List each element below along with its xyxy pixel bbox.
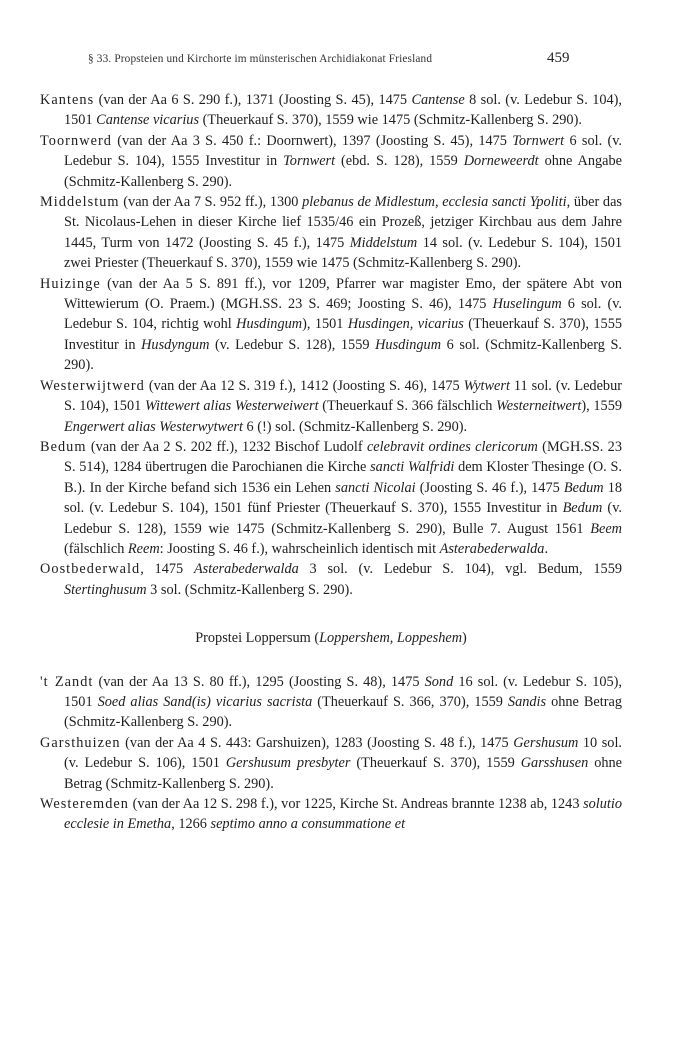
latin-citation: solutio ecclesie in Emetha: [64, 796, 622, 833]
entry-text: (fälschlich: [64, 540, 128, 557]
place-name: Westeremden: [40, 796, 129, 812]
entry-text: ohne Betrag (Schmitz-Kallenberg S. 290).: [64, 693, 622, 731]
entry-text: 10 sol. (v. Ledebur S. 106), 1501: [64, 734, 622, 772]
entry-text: (ebd. S. 128), 1559: [335, 153, 464, 170]
latin-citation: Stertinghusum: [64, 581, 147, 598]
latin-citation: Husdingum: [236, 316, 303, 333]
place-entry: [40, 376, 622, 437]
latin-citation: Huselingum: [492, 296, 562, 313]
entry-text: ), 1559: [581, 398, 622, 415]
section-heading-close: ): [462, 630, 467, 647]
page-number: 459: [547, 50, 570, 66]
place-name: Huizinge: [40, 275, 101, 292]
place-entry: [40, 90, 622, 131]
place-name: Bedum: [40, 438, 87, 455]
latin-citation: Gershusum: [513, 734, 579, 751]
entries-archidiakonat: [40, 90, 622, 600]
latin-citation: Soed alias Sand(is) vicarius sacrista: [97, 693, 313, 710]
latin-citation: Bedum: [562, 500, 603, 517]
section-heading-italic: Loppershem, Loppeshem: [319, 630, 463, 647]
entry-text: , 1475: [140, 561, 194, 578]
entry-text: (van der Aa 3 S. 450 f.: Doornwert), 1397 (Joosting S. 45), 1475: [111, 132, 513, 149]
latin-citation: Wytwert: [463, 377, 510, 394]
entry-text: (Theuerkauf S. 366 fälschlich: [318, 398, 497, 415]
running-head-title: § 33. Propsteien und Kirchorte im münsterischen Archidiakonat Friesland: [88, 53, 433, 65]
latin-citation: Husdingum: [375, 336, 442, 353]
latin-citation: Tornwert: [512, 132, 565, 149]
latin-citation: Husdyngum: [141, 336, 210, 353]
entry-text: dem Kloster Thesinge (O. S. B.). In der Kirche befand sich 1536 ein Lehen: [64, 459, 622, 496]
entry-text: (van der Aa 7 S. 952 ff.), 1300: [119, 194, 303, 211]
latin-citation: Cantense: [411, 92, 465, 108]
entry-text: (van der Aa 12 S. 319 f.), 1412 (Joosting S. 46), 1475: [144, 377, 464, 394]
section-heading-text: Propstei Loppersum (: [195, 630, 320, 647]
latin-citation: septimo anno a consummatione et: [210, 816, 406, 833]
entry-text: 6 sol. (v. Ledebur S. 104), 1555 Investitur in: [64, 132, 623, 170]
entry-text: , 1266: [171, 816, 211, 833]
entry-text: (Joosting S. 46 f.), 1475: [415, 479, 564, 496]
place-name: Garsthuizen: [40, 734, 121, 751]
place-entry: [40, 672, 622, 733]
entry-text: 8 sol. (v. Ledebur S. 104), 1501: [64, 92, 622, 129]
running-header: [0, 50, 700, 72]
entry-text: 14 sol. (v. Ledebur S. 104), 1501 zwei Priester (Theuerkauf S. 370), 1559 wie 1475 (Schmitz-Kallenberg S. 290).: [64, 234, 623, 272]
latin-citation: Westerneitwert: [496, 398, 582, 415]
entry-text: 6 (!) sol. (Schmitz-Kallenberg S. 290).: [242, 418, 468, 435]
latin-citation: Sandis: [507, 693, 547, 710]
entry-text: (van der Aa 4 S. 443: Garshuizen), 1283 (Joosting S. 48 f.), 1475: [120, 734, 514, 751]
latin-citation: celebravit ordines clericorum: [366, 438, 538, 455]
place-name: Westerwijtwerd: [40, 377, 145, 394]
section-heading: [40, 628, 622, 648]
entry-text: 6 sol. (Schmitz-Kallenberg S. 290).: [64, 336, 622, 374]
latin-citation: Garsshusen: [520, 755, 589, 772]
place-entry: [40, 733, 622, 794]
entry-text: (van der Aa 5 S. 891 ff.), vor 1209, Pfarrer war magister Emo, der spätere Abt von Wittewierum (O. Praem.) (MGH.SS. 23 S. 469; Joosting S. 46), 1475: [64, 275, 622, 313]
latin-citation: sancti Walfridi: [370, 459, 455, 476]
place-entry: [40, 274, 622, 376]
place-name: Oostbederwald: [40, 561, 141, 578]
latin-citation: Sond: [424, 673, 454, 690]
latin-citation: plebanus de Midlestum, ecclesia sancti Ypoliti: [302, 194, 567, 211]
place-name: Middelstum: [40, 194, 120, 211]
latin-citation: Engerwert alias Westerwytwert: [64, 418, 243, 435]
latin-citation: Asterabederwalda: [439, 540, 545, 557]
latin-citation: Beem: [590, 520, 622, 537]
entry-text: (v. Ledebur S. 128), 1559 wie 1475 (Schmitz-Kallenberg S. 290), Bulle 7. August 1561: [64, 500, 622, 537]
latin-citation: Gershusum presbyter: [225, 755, 351, 772]
entry-text: (MGH.SS. 23 S. 514), 1284 übertrugen die Parochianen die Kirche: [64, 438, 622, 476]
entry-text: (Theuerkauf S. 370), 1555 Investitur in: [64, 316, 623, 353]
place-entry: [40, 794, 622, 835]
latin-citation: Middelstum: [349, 234, 418, 251]
latin-citation: Wittewert alias Westerweiwert: [144, 398, 319, 415]
place-name: Kantens: [40, 92, 95, 108]
entry-text: ohne Betrag (Schmitz-Kallenberg S. 290).: [64, 755, 622, 792]
entry-text: (Theuerkauf S. 370), 1559 wie 1475 (Schmitz-Kallenberg S. 290).: [199, 112, 582, 129]
place-entry: [40, 437, 622, 559]
place-entry: [40, 192, 622, 274]
entry-text: (Theuerkauf S. 370), 1559: [350, 755, 521, 772]
latin-citation: Cantense vicarius: [96, 112, 200, 129]
entry-text: : Joosting S. 46 f.), wahrscheinlich identisch mit: [159, 540, 440, 557]
latin-citation: Husdingen, vicarius: [347, 316, 464, 333]
entry-text: ), 1501: [302, 316, 348, 333]
latin-citation: Bedum: [563, 479, 604, 496]
entry-text: 3 sol. (Schmitz-Kallenberg S. 290).: [146, 581, 353, 598]
entry-text: 16 sol. (v. Ledebur S. 105), 1501: [64, 673, 622, 710]
place-name: Toornwerd: [40, 132, 112, 149]
latin-citation: sancti Nicolai: [335, 479, 416, 496]
latin-citation: Reem: [127, 540, 160, 557]
latin-citation: Dorneweerdt: [463, 153, 539, 170]
place-entry: [40, 559, 622, 600]
entry-text: 11 sol. (v. Ledebur S. 104), 1501: [64, 377, 622, 415]
entry-text: 18 sol. (v. Ledebur S. 104), 1501 fünf Priester (Theuerkauf S. 370), 1555 Investitur in: [64, 479, 622, 517]
entry-text: (v. Ledebur S. 128), 1559: [209, 336, 376, 353]
entry-text: (van der Aa 2 S. 202 ff.), 1232 Bischof Ludolf: [86, 438, 367, 455]
entry-text: 6 sol. (v. Ledebur S. 104, richtig wohl: [64, 296, 623, 333]
entry-text: ohne Angabe (Schmitz-Kallenberg S. 290).: [64, 153, 623, 190]
entry-text: (van der Aa 12 S. 298 f.), vor 1225, Kirche St. Andreas brannte 1238 ab, 1243: [129, 796, 584, 812]
latin-citation: Asterabederwalda: [193, 561, 299, 578]
entries-propstei-loppersum: [40, 672, 622, 835]
entry-text: 3 sol. (v. Ledebur S. 104), vgl. Bedum, 1559: [298, 561, 622, 578]
entry-text: (van der Aa 6 S. 290 f.), 1371 (Joosting S. 45), 1475: [94, 92, 412, 108]
entry-text: (Theuerkauf S. 366, 370), 1559: [312, 693, 508, 710]
place-name: 't Zandt: [40, 673, 94, 690]
entry-text: .: [544, 540, 549, 557]
entry-text: (van der Aa 13 S. 80 ff.), 1295 (Joosting S. 48), 1475: [93, 673, 425, 690]
document-body: [40, 90, 622, 835]
entry-text: , über das St. Nicolaus-Lehen in dieser Kirche lief 1535/46 ein Prozeß, jetziger Kirchbau aus dem Jahre 1445, Turm von 1472 (Joosting S. 45 f.), 1475: [64, 194, 622, 251]
place-entry: [40, 131, 622, 192]
latin-citation: Tornwert: [283, 153, 336, 170]
